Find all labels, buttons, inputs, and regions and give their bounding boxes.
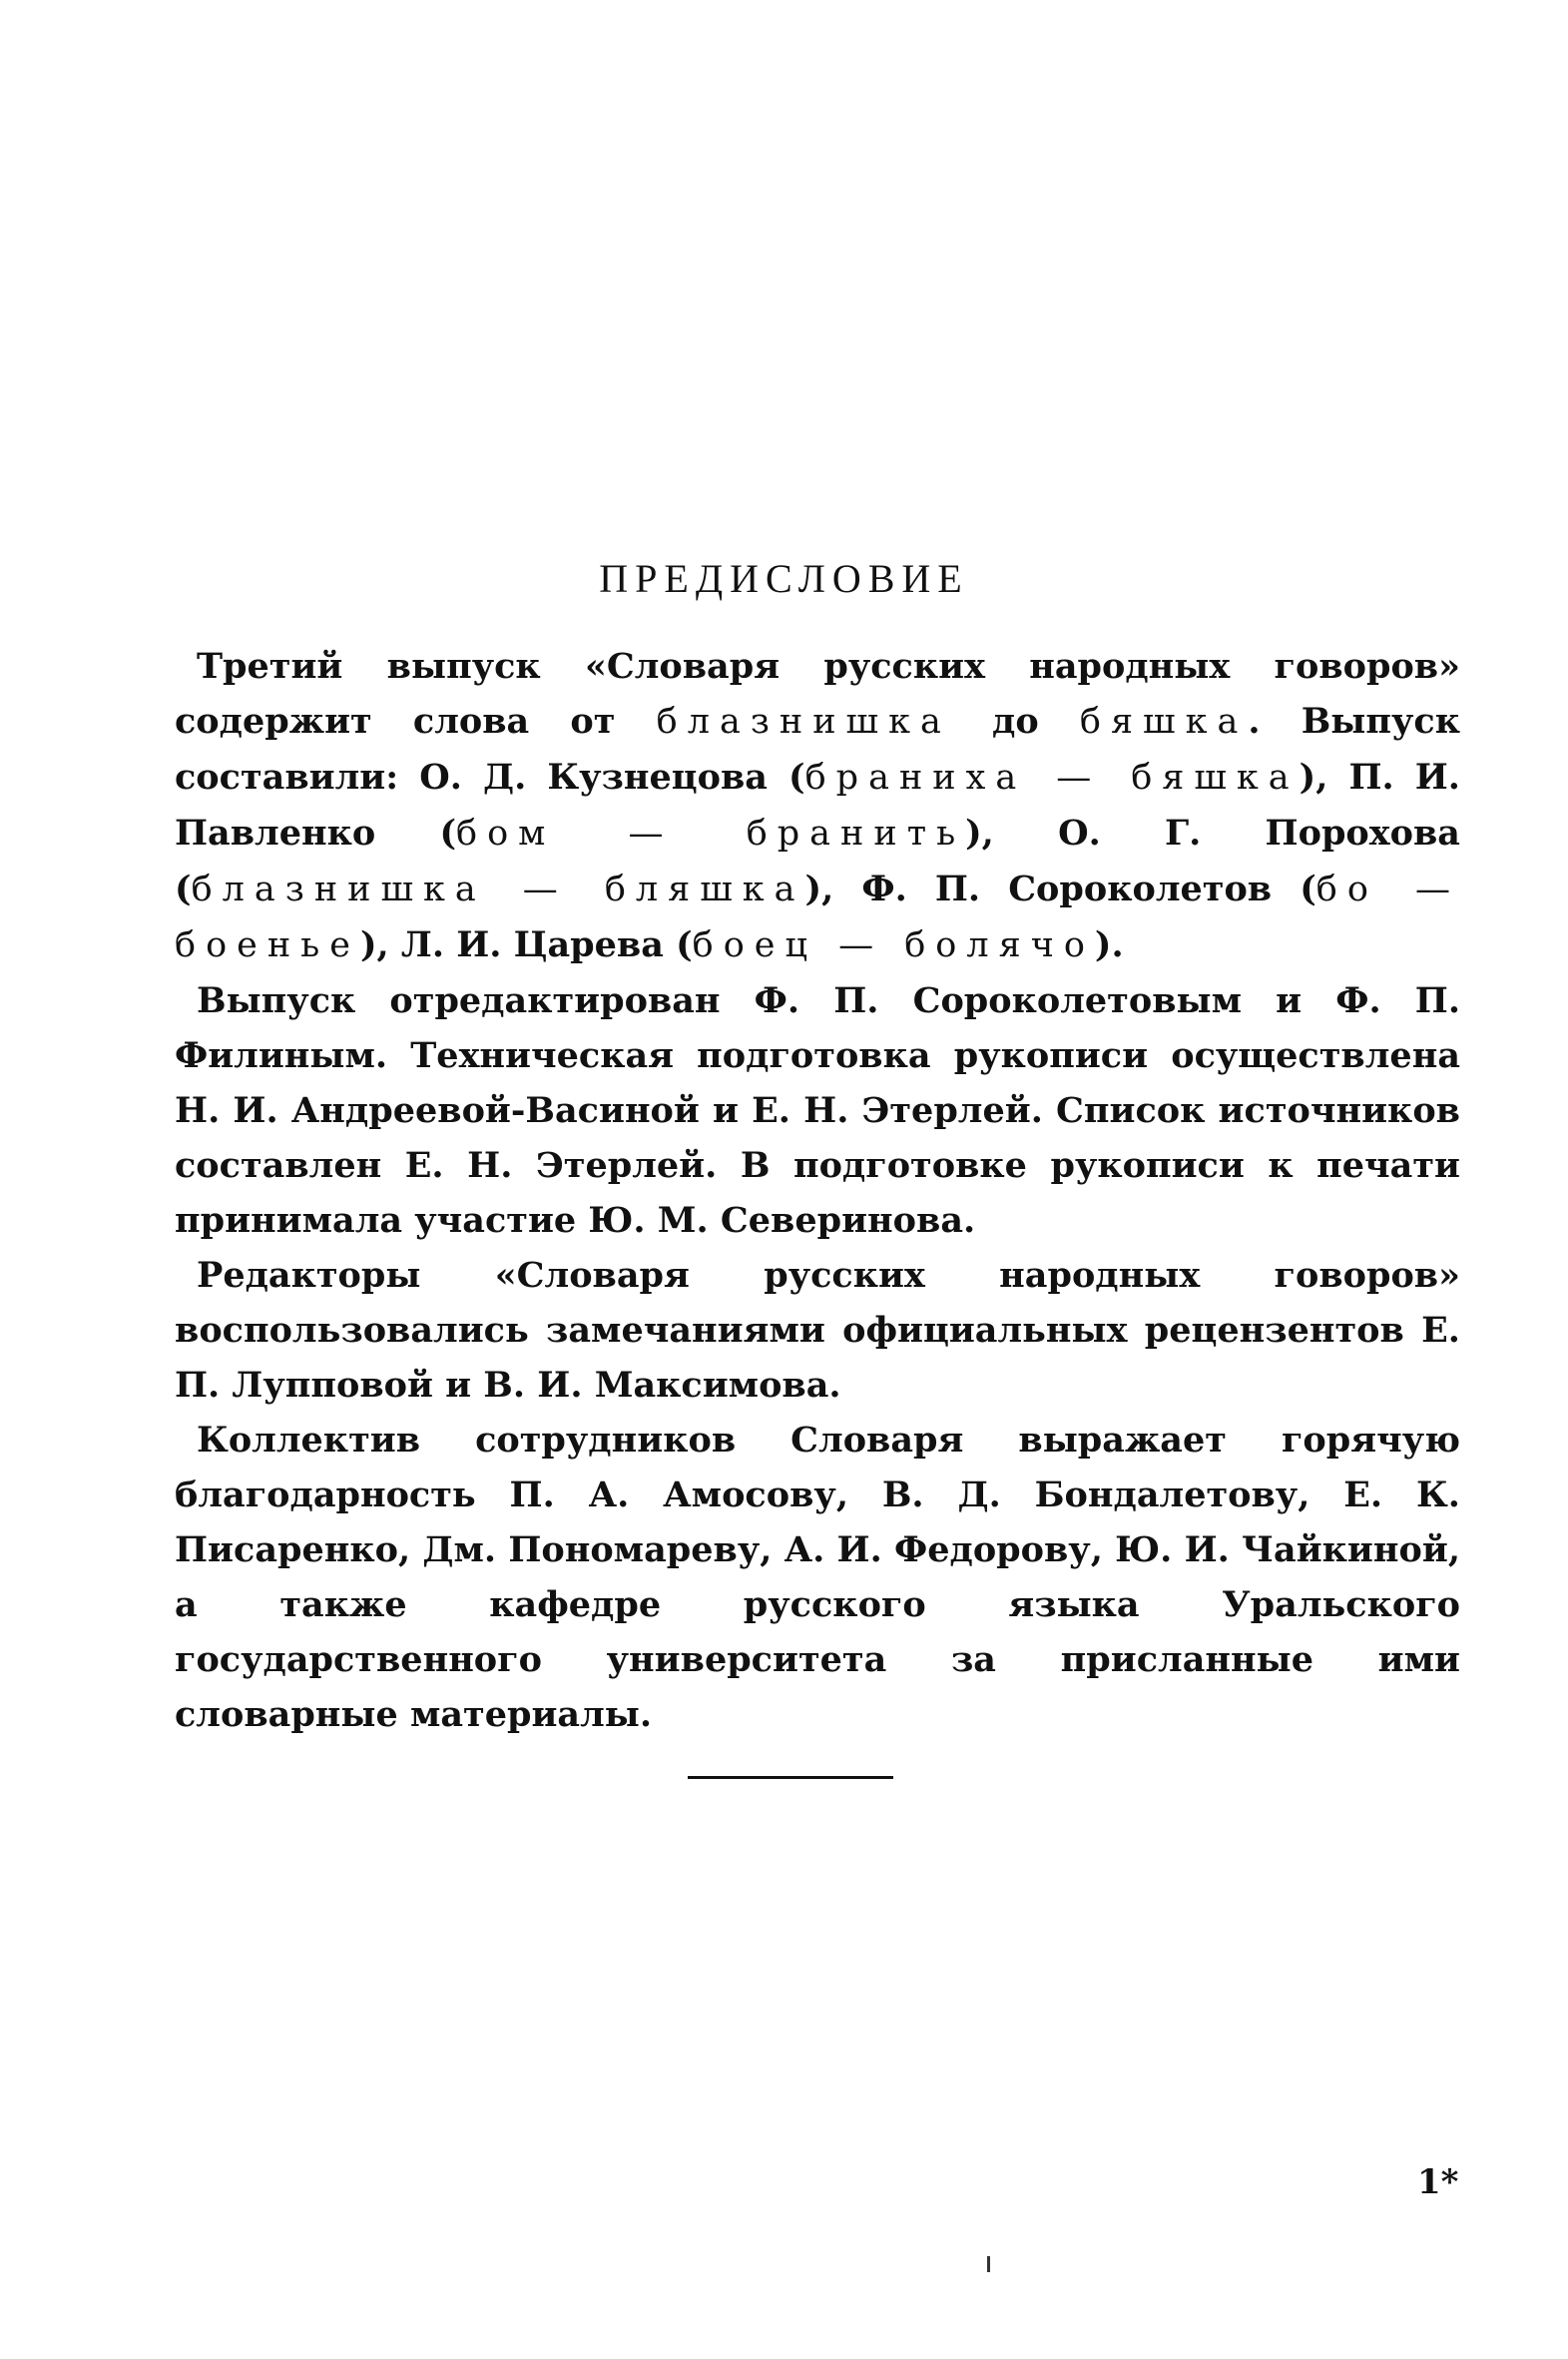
text-segment: . Выпуск составили: О. Д. Кузнецова ( [175, 701, 1460, 798]
print-speck-mark [987, 2256, 990, 2272]
page-number: 1* [1417, 2162, 1459, 2202]
preface-text [175, 639, 1460, 1742]
text-segment: ), О. Г. Порохова ( [175, 813, 1460, 909]
paragraph-contributors [175, 639, 1460, 973]
text-segment: ), П. И. Павленко ( [175, 757, 1460, 854]
spaced-headword-range: браниха — бяшка [804, 758, 1300, 798]
text-segment: ), Л. И. Царева ( [359, 924, 693, 965]
section-divider [688, 1776, 893, 1779]
spaced-headword-range: боец — болячо [692, 925, 1095, 965]
spaced-headword-range: бом — бранить [456, 814, 966, 854]
page-title: ПРЕДИСЛОВИЕ [599, 556, 969, 601]
spaced-headword: блазнишка [656, 702, 951, 742]
text-segment: Третий выпуск «Словаря русских народных говоров» содержит слова от [175, 646, 1460, 742]
text-segment: ). [1094, 924, 1124, 965]
spaced-headword: бяшка [1079, 702, 1249, 742]
spaced-headword-range: бо — боенье [175, 870, 1460, 965]
paragraph-acknowledgements: Коллектив сотрудников Словаря выражает горячую благодарность П. А. Амосову, В. Д. Бондалетову, Е. К. Писаренко, Дм. Пономареву, А. И. Федорову, Ю. И. Чайкиной, а также кафедре русского языка Уральского государственного университета за присланные ими словарные материалы. [175, 1420, 1460, 1735]
spaced-headword-range: блазнишка — бляшка [191, 870, 805, 909]
text-segment: ), Ф. П. Сороколетов ( [804, 869, 1316, 909]
paragraph-reviewers: Редакторы «Словаря русских народных говоров» воспользовались замечаниями официальных рецензентов Е. П. Лупповой и В. И. Максимова. [175, 1255, 1460, 1406]
text-segment: до [950, 701, 1080, 742]
paragraph-editors: Выпуск отредактирован Ф. П. Сороколетовым и Ф. П. Филиным. Техническая подготовка рукописи осуществлена Н. И. Андреевой-Васиной и Е. Н. Этерлей. Список источников составлен Е. Н. Этерлей. В подготовке рукописи к печати принимала участие Ю. М. Северинова. [175, 980, 1460, 1241]
